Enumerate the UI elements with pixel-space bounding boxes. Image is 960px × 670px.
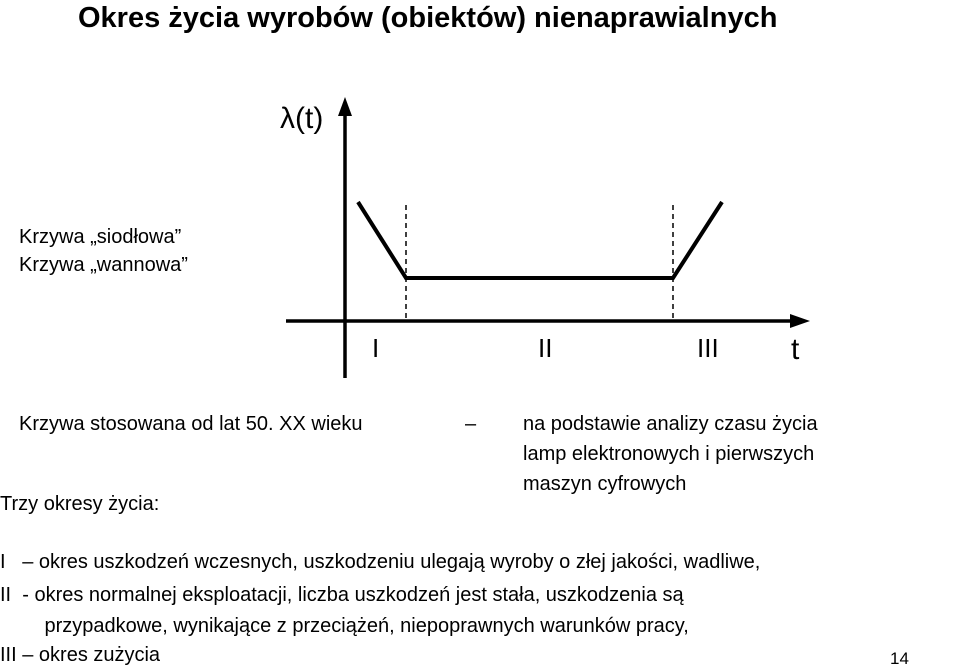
page-number: 14 (890, 649, 909, 668)
x-axis-arrowhead (790, 314, 810, 328)
period-item-2: II - okres normalnej eksploatacji, liczba uszkodzeń jest stała, uszkodzenia są (0, 584, 684, 606)
period-item-3: III – okres zużycia (0, 644, 161, 666)
region-label-2: II (538, 333, 553, 363)
curve-name-saddle: Krzywa „siodłowa” (19, 226, 182, 248)
page-title: Okres życia wyrobów (obiektów) nienaprawialnych (78, 2, 778, 34)
region-label-1: I (372, 333, 380, 363)
period-item-2-continued: przypadkowe, wynikające z przeciążeń, niepoprawnych warunków pracy, (0, 615, 689, 637)
bathtub-curve (358, 202, 722, 278)
history-detail-line-2: lamp elektronowych i pierwszych (523, 443, 815, 465)
x-axis-label: t (791, 333, 800, 366)
region-label-3: III (697, 333, 719, 363)
history-detail-line-1: na podstawie analizy czasu życia (523, 413, 818, 435)
y-axis-label: λ(t) (280, 102, 324, 135)
y-axis-arrowhead (338, 97, 352, 116)
periods-heading: Trzy okresy życia: (0, 493, 160, 515)
curve-name-bathtub: Krzywa „wannowa” (19, 254, 188, 276)
period-item-1: I – okres uszkodzeń wczesnych, uszkodzeniu ulegają wyroby o złej jakości, wadliwe, (0, 551, 761, 573)
history-detail-line-3: maszyn cyfrowych (523, 473, 687, 495)
history-dash: – (465, 413, 477, 435)
history-text: Krzywa stosowana od lat 50. XX wieku (19, 413, 363, 435)
